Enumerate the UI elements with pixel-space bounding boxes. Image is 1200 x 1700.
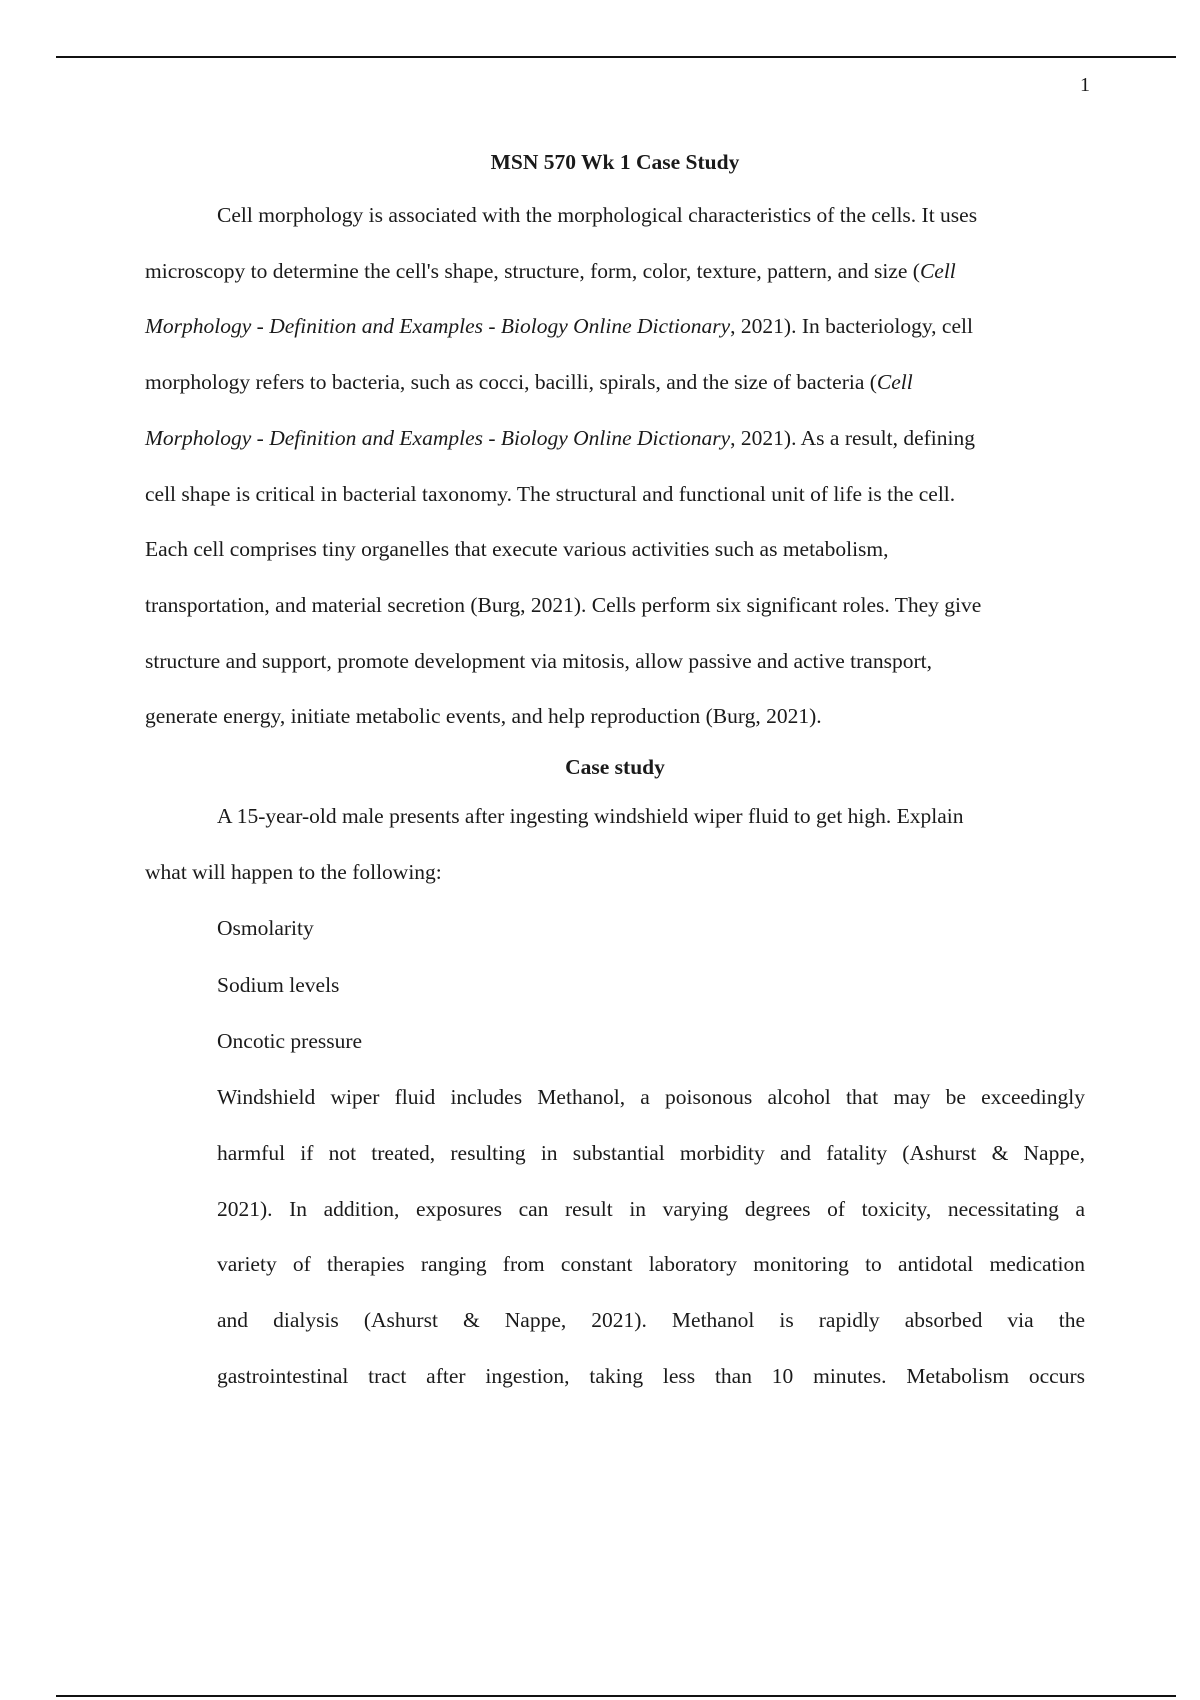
case-intro-paragraph (145, 789, 1085, 900)
citation-title: Morphology - Definition and Examples - Biology Online Dictionary (145, 425, 731, 450)
case-study-heading: Case study (565, 755, 665, 780)
intro-line (145, 689, 1085, 745)
text-run: generate energy, initiate metabolic events, and help reproduction (Burg, 2021). (145, 704, 822, 729)
citation-title: Cell (919, 258, 956, 283)
document-title: MSN 570 Wk 1 Case Study (490, 150, 740, 174)
intro-line (145, 244, 1085, 300)
intro-line (145, 467, 1085, 523)
intro-line (145, 522, 1085, 578)
answer-line: and dialysis (Ashurst & Nappe, 2021). Methanol is rapidly absorbed via the (217, 1308, 1085, 1333)
question-list (145, 900, 1085, 1070)
intro-line (145, 578, 1085, 634)
question-item-oncotic-pressure: Oncotic pressure (217, 1029, 363, 1054)
answer-paragraph (145, 1070, 1085, 1405)
answer-line: Windshield wiper fluid includes Methanol, a poisonous alcohol that may be exceedingly (217, 1084, 1085, 1109)
footer-rule (56, 1695, 1176, 1697)
case-intro-line: what will happen to the following: (145, 859, 442, 884)
text-run: morphology refers to bacteria, such as cocci, bacilli, spirals, and the size of bacteria ( (145, 370, 877, 395)
answer-line: variety of therapies ranging from constant laboratory monitoring to antidotal medication (217, 1252, 1085, 1277)
text-run: cell shape is critical in bacterial taxonomy. The structural and functional unit of life is the cell. (145, 481, 956, 506)
intro-line (145, 299, 1085, 355)
header-rule (56, 56, 1176, 58)
text-run: Cell morphology is associated with the morphological characteristics of the cells. It uses (217, 203, 978, 227)
case-intro-line: A 15-year-old male presents after ingesting windshield wiper fluid to get high. Explain (217, 804, 964, 829)
citation-title: Morphology - Definition and Examples - Biology Online Dictionary (145, 314, 731, 339)
text-run: , 2021). As a result, defining (730, 425, 975, 450)
intro-line (145, 355, 1085, 411)
intro-line (145, 411, 1085, 467)
document-body (145, 140, 1085, 1405)
intro-line (145, 188, 1085, 244)
citation-title: Cell (876, 370, 913, 395)
question-item-sodium-levels: Sodium levels (217, 972, 340, 997)
text-run: microscopy to determine the cell's shape, structure, form, color, texture, pattern, and size ( (145, 258, 920, 283)
answer-line: 2021). In addition, exposures can result in varying degrees of toxicity, necessitating a (217, 1196, 1085, 1221)
answer-line: gastrointestinal tract after ingestion, taking less than 10 minutes. Metabolism occurs (217, 1363, 1085, 1388)
intro-paragraph (145, 188, 1085, 745)
text-run: transportation, and material secretion (Burg, 2021). Cells perform six significant roles. They give (145, 592, 982, 617)
page-number: 1 (1080, 74, 1090, 96)
text-run: , 2021). In bacteriology, cell (730, 314, 973, 339)
answer-line: harmful if not treated, resulting in substantial morbidity and fatality (Ashurst & Nappe, (217, 1140, 1085, 1165)
intro-line (145, 634, 1085, 690)
text-run: Each cell comprises tiny organelles that execute various activities such as metabolism, (145, 537, 889, 562)
question-item-osmolarity: Osmolarity (217, 916, 314, 941)
text-run: structure and support, promote development via mitosis, allow passive and active transport, (145, 648, 932, 673)
